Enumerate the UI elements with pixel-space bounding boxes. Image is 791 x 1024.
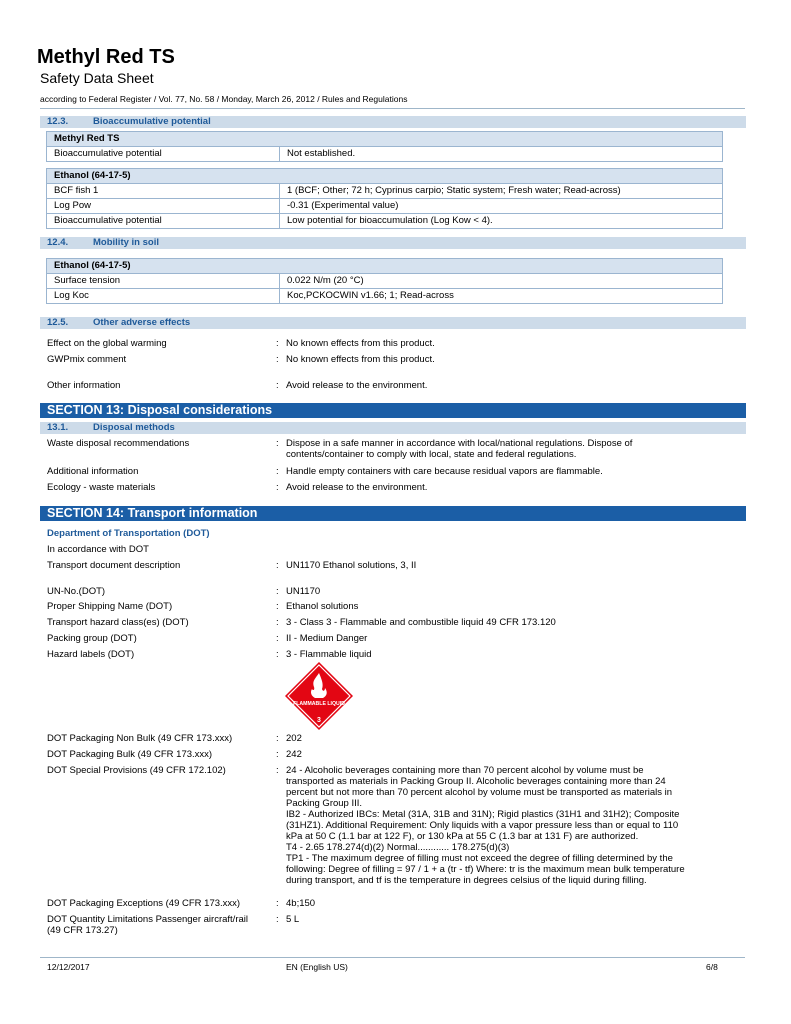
subsection-12-5-header — [40, 317, 746, 329]
colon-separator: : — [276, 733, 279, 744]
subsection-12-4-header — [40, 237, 746, 249]
colon-separator: : — [276, 380, 279, 391]
field-value: No known effects from this product. — [286, 354, 435, 365]
field-value: 5 L — [286, 914, 300, 925]
section-13-header — [40, 403, 746, 418]
field-label: UN-No.(DOT) — [47, 586, 106, 597]
document-subtitle: Safety Data Sheet — [40, 70, 154, 86]
table-row — [47, 214, 723, 229]
field-label: Ecology - waste materials — [47, 482, 156, 493]
field-value: UN1170 — [286, 586, 321, 597]
table-row — [47, 289, 723, 304]
table-cell-value: Not established. — [280, 147, 723, 162]
table-cell-label: Surface tension — [47, 274, 280, 289]
table-cell-value: Koc,PCKOCWIN v1.66; 1; Read-across — [280, 289, 723, 304]
table-cell-label: Bioaccumulative potential — [47, 147, 280, 162]
provision-line: T4 - 2.65 178.274(d)(2) Normal............ 178.275(d)(3) — [286, 842, 510, 853]
provision-line: TP1 - The maximum degree of filling must not exceed the degree of filling determined by the — [286, 853, 673, 864]
field-value: Ethanol solutions — [286, 601, 359, 612]
colon-separator: : — [276, 601, 279, 612]
provision-line: kPa at 50 C (1.1 bar at 122 F), or 130 kPa at 55 C (1.3 bar at 131 F) are authorized. — [286, 831, 639, 842]
footer-page-number: 6/8 — [706, 962, 718, 972]
colon-separator: : — [276, 749, 279, 760]
field-label: Effect on the global warming — [47, 338, 167, 349]
field-label: DOT Special Provisions (49 CFR 172.102) — [47, 765, 226, 776]
field-label: DOT Packaging Bulk (49 CFR 173.xxx) — [47, 749, 213, 760]
field-label: DOT Packaging Exceptions (49 CFR 173.xxx) — [47, 898, 241, 909]
provision-line: IB2 - Authorized IBCs: Metal (31A, 31B and 31N); Rigid plastics (31H1 and 31H2); Composite — [286, 809, 680, 820]
field-label-continued: (49 CFR 173.27) — [47, 925, 118, 936]
colon-separator: : — [276, 338, 279, 349]
placard-class: 3 — [317, 717, 321, 724]
dot-accordance: In accordance with DOT — [47, 544, 149, 555]
table-cell-label: Bioaccumulative potential — [47, 214, 280, 229]
colon-separator: : — [276, 649, 279, 660]
table-head: Ethanol (64-17-5) — [47, 259, 723, 274]
field-label: Additional information — [47, 466, 139, 477]
table-head: Ethanol (64-17-5) — [47, 169, 723, 184]
table-cell-value: 0.022 N/m (20 °C) — [280, 274, 723, 289]
field-label: Hazard labels (DOT) — [47, 649, 135, 660]
field-label: Packing group (DOT) — [47, 633, 137, 644]
subsection-number: 13.1. — [47, 422, 69, 433]
table-head: Methyl Red TS — [47, 132, 723, 147]
subsection-12-3-header — [40, 116, 746, 128]
field-value: 202 — [286, 733, 302, 744]
provision-line: during transport, and tf is the temperature in degrees celsius of the liquid during filling. — [286, 875, 647, 886]
subsection-number: 12.4. — [47, 237, 69, 248]
special-provisions-text — [286, 765, 731, 886]
table-cell-label: Log Koc — [47, 289, 280, 304]
provision-line: percent but not more than 70 percent alcohol by volume must be transported as materials in — [286, 787, 673, 798]
document-title: Methyl Red TS — [37, 46, 175, 68]
footer-divider — [40, 957, 745, 958]
field-value: 242 — [286, 749, 302, 760]
table-cell-label: Log Pow — [47, 199, 280, 214]
section-14-header — [40, 506, 746, 521]
field-label: Waste disposal recommendations — [47, 438, 190, 449]
field-label: DOT Quantity Limitations Passenger aircraft/rail — [47, 914, 248, 925]
field-value: 4b;150 — [286, 898, 316, 909]
field-label: Proper Shipping Name (DOT) — [47, 601, 173, 612]
colon-separator: : — [276, 560, 279, 571]
field-label: Transport document description — [47, 560, 181, 571]
field-label: Other information — [47, 380, 121, 391]
field-label: DOT Packaging Non Bulk (49 CFR 173.xxx) — [47, 733, 233, 744]
provision-line: following: Degree of filling = 97 / 1 + a (tr - tf) Where: tr is the maximum mean bulk temperature — [286, 864, 685, 875]
flammable-liquid-placard-icon — [284, 661, 354, 731]
table-cell-label: BCF fish 1 — [47, 184, 280, 199]
field-value: II - Medium Danger — [286, 633, 368, 644]
colon-separator: : — [276, 482, 279, 493]
field-value: 3 - Class 3 - Flammable and combustible liquid 49 CFR 173.120 — [286, 617, 556, 628]
table-row — [47, 274, 723, 289]
table-row — [47, 147, 723, 162]
header-divider — [40, 108, 745, 109]
colon-separator: : — [276, 633, 279, 644]
colon-separator: : — [276, 914, 279, 925]
field-value: No known effects from this product. — [286, 338, 435, 349]
provision-line: transported as materials in Packing Group II. Alcoholic beverages containing more than 24 — [286, 776, 666, 787]
placard-text: FLAMMABLE LIQUID — [293, 701, 345, 707]
regulation-reference: according to Federal Register / Vol. 77, No. 58 / Monday, March 26, 2012 / Rules and Regulations — [40, 94, 408, 104]
colon-separator: : — [276, 586, 279, 597]
table-row — [47, 184, 723, 199]
provision-line: Packing Group III. — [286, 798, 363, 809]
table-cell-value: -0.31 (Experimental value) — [280, 199, 723, 214]
colon-separator: : — [276, 617, 279, 628]
field-value: UN1170 Ethanol solutions, 3, II — [286, 560, 417, 571]
field-value: Handle empty containers with care because residual vapors are flammable. — [286, 466, 603, 477]
field-value: Dispose in a safe manner in accordance with local/national regulations. Dispose of contents/container to comply with local, state and federal regulations. — [286, 438, 633, 460]
provision-line: 24 - Alcoholic beverages containing more than 70 percent alcohol by volume must be — [286, 765, 644, 776]
colon-separator: : — [276, 898, 279, 909]
dot-heading: Department of Transportation (DOT) — [47, 528, 210, 539]
section-title: SECTION 13: Disposal considerations — [47, 403, 273, 417]
table-row — [47, 199, 723, 214]
field-label: GWPmix comment — [47, 354, 127, 365]
bioaccumulative-table-ethanol — [46, 168, 723, 229]
section-title: SECTION 14: Transport information — [47, 506, 258, 520]
field-label: Transport hazard class(es) (DOT) — [47, 617, 189, 628]
colon-separator: : — [276, 354, 279, 365]
colon-separator: : — [276, 466, 279, 477]
provision-line: (31HZ1). Additional Requirement: Only liquids with a vapor pressure less than or equal to 110 — [286, 820, 679, 831]
subsection-number: 12.5. — [47, 317, 69, 328]
footer-language: EN (English US) — [286, 962, 348, 972]
field-value: Avoid release to the environment. — [286, 482, 428, 493]
footer-date: 12/12/2017 — [47, 962, 90, 972]
bioaccumulative-table-methyl-red — [46, 131, 723, 162]
colon-separator: : — [276, 765, 279, 776]
subsection-title: Mobility in soil — [93, 237, 159, 248]
subsection-title: Disposal methods — [93, 422, 175, 433]
subsection-number: 12.3. — [47, 116, 69, 127]
subsection-13-1-header — [40, 422, 746, 434]
field-value: Avoid release to the environment. — [286, 380, 428, 391]
mobility-table-ethanol — [46, 258, 723, 304]
subsection-title: Bioaccumulative potential — [93, 116, 211, 127]
table-cell-value: Low potential for bioaccumulation (Log Kow < 4). — [280, 214, 723, 229]
subsection-title: Other adverse effects — [93, 317, 191, 328]
field-value: 3 - Flammable liquid — [286, 649, 372, 660]
colon-separator: : — [276, 438, 279, 449]
table-cell-value: 1 (BCF; Other; 72 h; Cyprinus carpio; Static system; Fresh water; Read-across) — [280, 184, 723, 199]
